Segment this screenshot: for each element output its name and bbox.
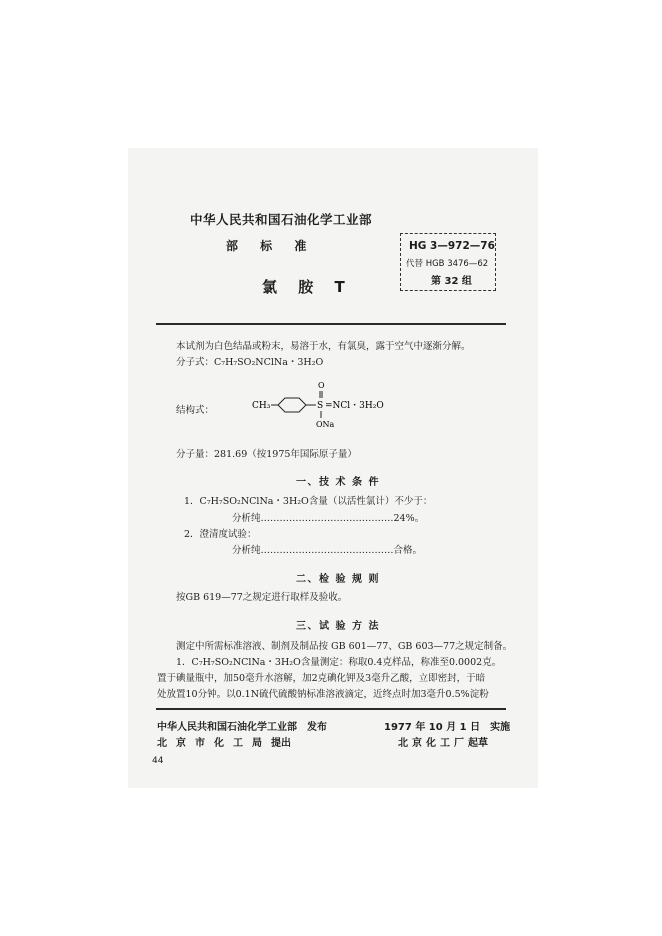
standard-code: HG 3—972—76 bbox=[409, 240, 495, 252]
proposer-label: 提出 bbox=[271, 738, 291, 749]
description-text: 本试剂为白色结晶或粉末，易溶于水，有氯臭，露于空气中逐渐分解。 bbox=[176, 341, 471, 352]
drafter-line bbox=[398, 734, 488, 749]
section-heading-inspection: 二、检 验 规 则 bbox=[296, 574, 380, 585]
inspection-text: 按GB 619—77之规定进行取样及验收。 bbox=[176, 592, 348, 603]
test-method-line-4: 处放置10分钟。以0.1N硫代硫酸钠标准溶液滴定，近终点时加3毫升0.5%淀粉 bbox=[157, 689, 489, 700]
effective-date: 1977 年 10 月 1 日 实施 bbox=[384, 722, 511, 733]
section-heading-test-methods: 三、试 验 方 法 bbox=[296, 621, 380, 632]
test-method-line-3: 置于碘量瓶中，加50毫升水溶解，加2克碘化钾及3毫升乙酸，立即密封，于暗 bbox=[157, 673, 486, 684]
page-number: 44 bbox=[152, 756, 164, 766]
standard-type: 部 标 准 bbox=[226, 239, 307, 253]
benzene-ring-icon bbox=[278, 398, 306, 412]
standard-number-box bbox=[400, 233, 496, 291]
ministry-title: 中华人民共和国石油化学工业部 bbox=[190, 212, 373, 227]
oxygen-sodium-label: ONa bbox=[316, 420, 335, 429]
molecular-weight: 分子量：281.69（按1975年国际原子量） bbox=[176, 449, 357, 460]
chloroimine-group-label: =NCl・3H₂O bbox=[325, 401, 384, 411]
test-method-line-1: 测定中所需标准溶液、制剂及制品按 GB 601—77、GB 603—77之规定制备。 bbox=[176, 641, 513, 652]
replaces-code: 代替 HGB 3476—62 bbox=[406, 259, 489, 269]
header-rule bbox=[156, 323, 506, 325]
document-title: 氯 胺 T bbox=[262, 278, 345, 296]
test-method-line-2: 1．C₇H₇SO₂NClNa・3H₂O含量测定：称取0.4克样品，称准至0.0002克。 bbox=[176, 657, 502, 668]
requirement-item-2: 2．澄清度试验： bbox=[184, 529, 257, 540]
proposer-line bbox=[157, 734, 291, 749]
requirement-item-2-value: 分析纯……………………………………合格。 bbox=[232, 545, 423, 556]
structure-label: 结构式： bbox=[176, 405, 215, 416]
drafter-label: 起草 bbox=[468, 738, 488, 749]
molecular-formula: 分子式：C₇H₇SO₂NClNa・3H₂O bbox=[176, 357, 324, 368]
section-heading-technical: 一、技 术 条 件 bbox=[296, 477, 380, 488]
drafter-org: 北京化工厂 bbox=[398, 738, 468, 749]
issuer-text: 中华人民共和国石油化学工业部 发布 bbox=[157, 722, 327, 733]
methyl-group-label: CH₃ bbox=[252, 401, 271, 411]
structural-formula bbox=[250, 378, 420, 430]
group-number: 第 32 组 bbox=[431, 276, 472, 287]
footer-rule bbox=[156, 708, 506, 710]
proposer-org: 北京市化工局 bbox=[157, 738, 271, 749]
oxygen-top-label: O bbox=[318, 381, 325, 390]
requirement-item-1: 1．C₇H₇SO₂NClNa・3H₂O含量（以活性氯计）不少于： bbox=[184, 496, 433, 507]
requirement-item-1-value: 分析纯……………………………………24%。 bbox=[232, 513, 425, 524]
sulfur-atom-label: S bbox=[317, 401, 324, 411]
